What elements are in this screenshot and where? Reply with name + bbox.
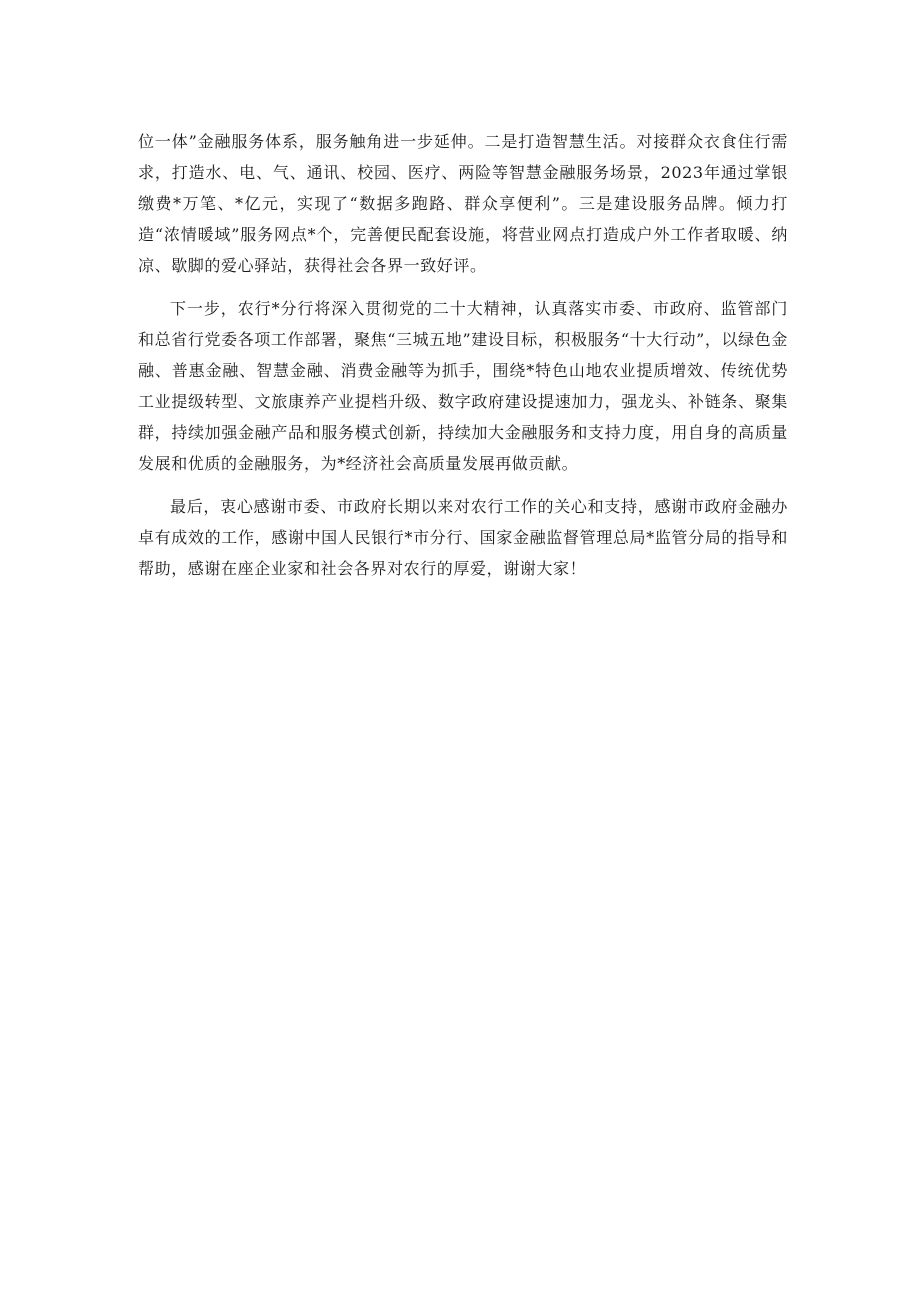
document-body: [138, 126, 788, 596]
paragraph-closing-thanks: 最后，衷心感谢市委、市政府长期以来对农行工作的关心和支持，感谢市政府金融办卓有成效的工作，感谢中国人民银行*市分行、国家金融监督管理总局*监管分局的指导和帮助，感谢在座企业家和社会各界对农行的厚爱，谢谢大家！: [138, 497, 788, 578]
paragraph-continuation: 位一体”金融服务体系，服务触角进一步延伸。二是打造智慧生活。对接群众衣食住行需求，打造水、电、气、通讯、校园、医疗、两险等智慧金融服务场景，2023年通过掌银缴费*万笔、*亿元，实现了“数据多跑路、群众享便利”。三是建设服务品牌。倾力打造“浓情暖域”服务网点*个，完善便民配套设施，将营业网点打造成户外工作者取暖、纳凉、歇脚的爱心驿站，获得社会各界一致好评。: [138, 132, 788, 275]
paragraph-next-steps: 下一步，农行*分行将深入贯彻党的二十大精神，认真落实市委、市政府、监管部门和总省行党委各项工作部署，聚焦“三城五地”建设目标，积极服务“十大行动”，以绿色金融、普惠金融、智慧金融、消费金融等为抓手，围绕*特色山地农业提质增效、传统优势工业提级转型、文旅康养产业提档升级、数字政府建设提速加力，强龙头、补链条、聚集群，持续加强金融产品和服务模式创新，持续加大金融服务和支持力度，用自身的高质量发展和优质的金融服务，为*经济社会高质量发展再做贡献。: [138, 299, 788, 473]
